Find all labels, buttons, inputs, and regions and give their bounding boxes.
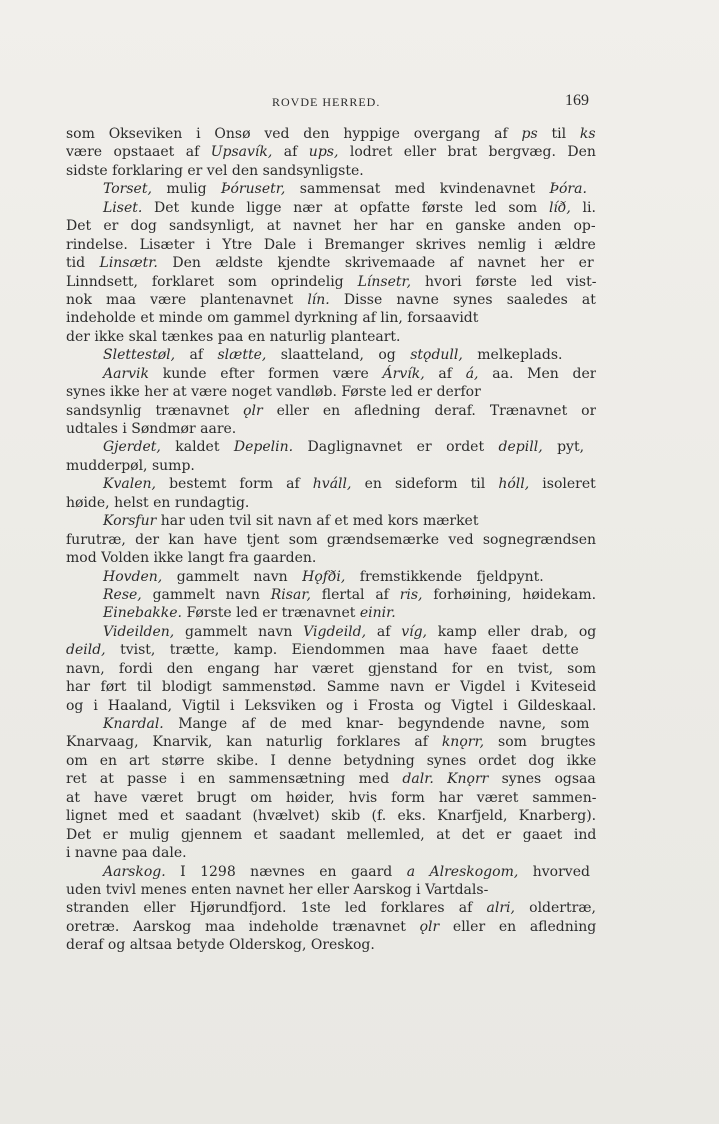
text-run: sandsynlig trænavnet: [66, 402, 244, 419]
text-run: navn, fordi den engang har været gjenstand for en tvist, som: [66, 660, 596, 677]
italic-term: Liset.: [103, 199, 143, 216]
italic-term: deild,: [66, 642, 106, 659]
text-run: udtales i Søndmør aare.: [66, 421, 237, 437]
text-line: [66, 438, 596, 456]
italic-term: Vigdeild,: [303, 623, 367, 640]
text-run: Mange af de med knar- begyndende navne, som: [163, 716, 590, 732]
text-line: [66, 770, 596, 788]
text-run: lodret eller brat bergvæg. Den: [338, 144, 596, 161]
italic-term: ris,: [399, 586, 423, 603]
text-line: [66, 457, 596, 475]
text-line: [66, 789, 596, 807]
text-run: Det kunde ligge nær at opfatte første led som: [142, 199, 549, 216]
text-run: der ikke skal tænkes paa en naturlig planteart.: [66, 328, 401, 345]
text-run: mulig: [151, 181, 222, 198]
text-run: slaatteland, og: [266, 347, 411, 364]
text-run: ret at passe i en sammensætning med: [66, 771, 403, 788]
italic-term: Hǫfði,: [302, 568, 346, 585]
text-run: kaldet: [160, 439, 234, 456]
italic-term: Knardal.: [103, 716, 164, 732]
text-run: gammelt navn: [162, 568, 303, 585]
italic-term: Rese,: [103, 586, 142, 603]
text-line: [66, 217, 596, 235]
text-run: aa. Men der: [478, 365, 596, 382]
text-run: synes ikke her at være noget vandløb. Første led er derfor: [66, 384, 481, 401]
text-run: Linndsett, forklaret som oprindelig: [66, 273, 358, 290]
text-run: mudderpøl, sump.: [66, 457, 195, 474]
text-run: en sideform til: [351, 476, 499, 493]
text-line: [66, 512, 596, 530]
italic-term: Videilden,: [103, 623, 175, 640]
italic-term: a Alreskogom,: [406, 863, 519, 880]
italic-term: einir.: [359, 605, 396, 622]
italic-term: Kvalen,: [103, 476, 156, 493]
text-run: flertal af: [310, 586, 400, 603]
text-line: [66, 254, 596, 272]
text-run: om en art større skibe. I denne betydning synes ordet dog ikke: [66, 752, 596, 769]
text-run: lignet med et saadant (hvælvet) skib (f. eks. Knarfjeld, Knarberg).: [66, 808, 596, 825]
italic-term: lín.: [307, 291, 330, 308]
text-run: tid: [66, 255, 100, 272]
italic-term: dalr.: [402, 771, 434, 788]
italic-term: Einebakke.: [103, 605, 183, 622]
italic-term: knǫrr,: [441, 734, 485, 751]
text-run: i navne paa dale.: [66, 845, 187, 862]
text-line: [66, 881, 596, 899]
text-line: [66, 697, 596, 715]
text-line: [66, 383, 596, 401]
italic-term: ps: [521, 126, 538, 142]
text-run: til: [537, 126, 580, 142]
italic-term: Þórusetr,: [221, 181, 286, 198]
text-run: Disse navne synes saaledes at: [329, 291, 596, 308]
text-run: sidste forklaring er vel den sandsynligste.: [66, 162, 364, 179]
text-run: oretræ. Aarskog maa indeholde trænavnet: [66, 918, 420, 935]
text-run: hvori første led vist-: [411, 273, 596, 290]
italic-term: líð,: [548, 199, 571, 216]
text-run: har uden tvil sit navn af et med kors mærket: [156, 513, 479, 530]
text-line: [66, 199, 596, 217]
text-line: [66, 623, 596, 641]
text-line: [66, 143, 596, 161]
italic-term: Linsætr.: [99, 255, 158, 272]
text-run: furutræ, der kan have tjent som grændsemærke ved sognegrændsen: [66, 531, 596, 548]
text-run: I 1298 nævnes en gaard: [165, 863, 407, 880]
italic-term: slætte,: [217, 347, 267, 364]
text-run: indeholde et minde om gammel dyrkning af lin, forsaavidt: [66, 310, 479, 327]
text-run: kamp eller drab, og: [427, 623, 596, 640]
text-run: Knarvaag, Knarvik, kan naturlig forklares af: [66, 734, 442, 751]
text-run: uden tvivl menes enten navnet her eller Aarskog i Vartdals-: [66, 881, 489, 898]
text-line: [66, 660, 596, 678]
text-run: som brugtes: [484, 734, 596, 751]
text-run: melkeplads.: [462, 347, 563, 364]
italic-term: Hovden,: [103, 568, 163, 585]
text-run: eller en afledning deraf. Trænavnet or: [262, 402, 596, 419]
italic-term: depill,: [498, 439, 543, 456]
text-line: [66, 125, 596, 143]
text-line: [66, 346, 596, 364]
text-run: forhøining, høidekam.: [422, 586, 596, 603]
text-line: [66, 641, 596, 659]
text-run: tvist, trætte, kamp. Eiendommen maa have faaet dette: [105, 642, 579, 659]
italic-term: Slettestøl,: [103, 347, 176, 364]
text-line: [66, 494, 596, 512]
text-run: gammelt navn: [174, 623, 304, 640]
text-run: synes ogsaa: [488, 771, 596, 788]
italic-term: Upsavík,: [210, 144, 273, 161]
body-text: [66, 125, 596, 955]
text-line: [66, 236, 596, 254]
text-line: [66, 273, 596, 291]
text-run: rindelse. Lisæter i Ytre Dale i Bremanger skrives nemlig i ældre: [66, 236, 596, 253]
italic-term: hváll,: [312, 476, 352, 493]
text-run: stranden eller Hjørundfjord. 1ste led forklares af: [66, 900, 487, 917]
text-run: bestemt form af: [155, 476, 313, 493]
italic-term: Gjerdet,: [103, 439, 161, 456]
text-line: [66, 162, 596, 180]
text-line: [66, 918, 596, 936]
page-number: 169: [565, 92, 589, 109]
text-line: [66, 807, 596, 825]
text-line: [66, 531, 596, 549]
italic-term: Korsfur: [103, 513, 157, 530]
text-run: mod Volden ikke langt fra gaarden.: [66, 550, 317, 567]
text-line: [66, 733, 596, 751]
text-line: [66, 586, 596, 604]
text-run: eller en afledning: [439, 918, 596, 935]
text-run: sammensat med kvindenavnet: [285, 181, 550, 198]
text-run: være opstaaet af: [66, 144, 211, 161]
italic-term: ǫlr: [419, 918, 440, 935]
italic-term: Línsetr,: [357, 273, 412, 290]
text-run: har ført til blodigt sammenstød. Samme navn er Vigdel i Kviteseid: [66, 679, 596, 696]
italic-term: Torset,: [103, 181, 152, 198]
page-header: [0, 92, 719, 114]
italic-term: stǫdull,: [410, 347, 463, 364]
text-run: deraf og altsaa betyde Olderskog, Oreskog.: [66, 937, 375, 954]
text-line: [66, 604, 596, 622]
italic-term: Þóra.: [549, 181, 587, 198]
italic-term: Risar,: [270, 586, 311, 603]
italic-term: Aarvik: [103, 365, 150, 382]
text-line: [66, 678, 596, 696]
text-run: hvorved: [518, 863, 590, 880]
text-line: [66, 291, 596, 309]
text-run: af: [175, 347, 218, 364]
text-run: Første led er trænavnet: [182, 605, 360, 622]
text-line: [66, 180, 596, 198]
italic-term: hóll,: [498, 476, 530, 493]
text-run: li.: [570, 199, 596, 216]
text-run: Daglignavnet er ordet: [293, 439, 499, 456]
text-line: [66, 899, 596, 917]
italic-term: alri,: [486, 900, 515, 917]
italic-term: Depelin.: [233, 439, 294, 456]
text-run: fremstikkende fjeldpynt.: [345, 568, 544, 585]
italic-term: á,: [465, 365, 479, 382]
text-run: af: [424, 365, 466, 382]
text-run: pyt,: [542, 439, 585, 456]
text-line: [66, 863, 596, 881]
text-line: [66, 752, 596, 770]
text-run: høide, helst en rundagtig.: [66, 494, 250, 511]
text-run: at have været brugt om høider, hvis form har været sammen-: [66, 789, 596, 806]
text-run: Det er mulig gjennem et saadant mellemled, at det er gaaet ind: [66, 826, 596, 843]
text-run: kunde efter formen være: [149, 365, 383, 382]
text-line: [66, 420, 596, 438]
text-run: af: [272, 144, 309, 161]
italic-term: Árvík,: [382, 365, 425, 382]
text-line: [66, 936, 596, 954]
text-run: [434, 771, 447, 787]
text-line: [66, 568, 596, 586]
text-run: som Okseviken i Onsø ved den hyppige overgang af: [66, 126, 522, 142]
italic-term: ups,: [308, 144, 339, 161]
text-line: [66, 549, 596, 567]
italic-term: ǫlr: [243, 402, 263, 419]
text-line: [66, 402, 596, 420]
italic-term: ks: [579, 126, 596, 142]
text-run: af: [366, 623, 402, 640]
text-run: nok maa være plantenavnet: [66, 291, 308, 308]
text-line: [66, 365, 596, 383]
text-run: og i Haaland, Vigtil i Leksviken og i Frosta og Vigtel i Gildeskaal.: [66, 697, 596, 714]
running-title: ROVDE HERRED.: [272, 95, 381, 109]
text-line: [66, 309, 596, 327]
text-run: Det er dog sandsynligt, at navnet her har en ganske anden op-: [66, 218, 596, 235]
text-run: oldertræ,: [514, 900, 596, 917]
text-line: [66, 475, 596, 493]
text-line: [66, 715, 596, 733]
text-run: gammelt navn: [141, 586, 271, 603]
text-line: [66, 844, 596, 862]
text-line: [66, 826, 596, 844]
text-run: Den ældste kjendte skrivemaade af navnet her er: [157, 255, 594, 272]
italic-term: Knǫrr: [447, 771, 489, 788]
text-run: isoleret: [529, 476, 596, 493]
text-line: [66, 328, 596, 346]
italic-term: Aarskog.: [103, 863, 166, 880]
italic-term: víg,: [401, 623, 427, 640]
